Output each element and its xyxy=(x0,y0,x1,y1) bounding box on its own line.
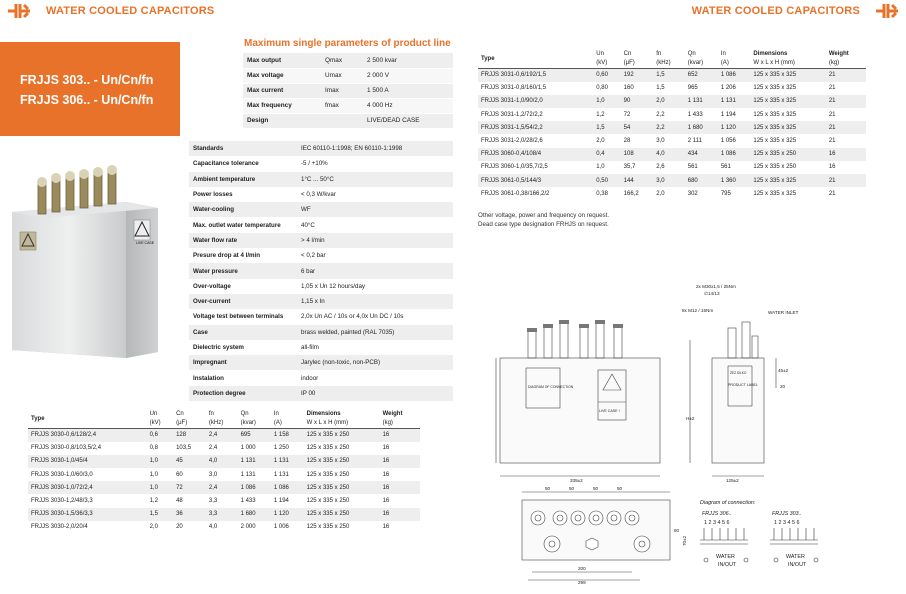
spec-value: 6 bar xyxy=(297,263,453,278)
spec-value: 1°C ... 50°C xyxy=(297,172,453,187)
spec-label: Voltage test between terminals xyxy=(189,309,297,324)
table-row xyxy=(243,113,453,128)
table-cell: 103,5 xyxy=(173,442,206,455)
spec-value: IP 00 xyxy=(297,386,453,401)
svg-text:20: 20 xyxy=(780,384,786,389)
spec-label: Impregnant xyxy=(189,355,297,370)
param-value: 2 000 V xyxy=(363,68,453,83)
param-value: 1 500 A xyxy=(363,83,453,98)
table-cell: 1 086 xyxy=(271,481,304,494)
col-header-qn: Qn (kvar) xyxy=(240,411,256,426)
table-cell: 16 xyxy=(380,494,420,507)
svg-text:LIVE CASE !: LIVE CASE ! xyxy=(599,409,620,413)
table-cell: 2,4 xyxy=(206,442,238,455)
table-row xyxy=(28,455,420,468)
param-label: Design xyxy=(243,113,321,128)
spec-label: Over-voltage xyxy=(189,279,297,294)
table-cell: 72 xyxy=(621,108,654,121)
table-cell: 125 x 335 x 250 xyxy=(750,148,825,161)
table-cell: 1,5 xyxy=(653,69,685,82)
table-cell: 1 433 xyxy=(238,494,271,507)
table-cell: 108 xyxy=(621,148,654,161)
table-cell: 125 x 335 x 250 xyxy=(304,508,380,521)
header-left xyxy=(6,2,214,20)
table-cell: 21 xyxy=(826,69,866,82)
param-label: Max voltage xyxy=(243,68,321,83)
table-cell: 192 xyxy=(621,69,654,82)
table-cell: 2 000 xyxy=(238,521,271,534)
table-cell: 4,0 xyxy=(206,455,238,468)
table-cell: 1 206 xyxy=(718,82,751,95)
table-cell: 1 000 xyxy=(238,442,271,455)
spec-table xyxy=(189,141,453,401)
svg-text:FRJJS 303..: FRJJS 303.. xyxy=(772,511,802,517)
svg-text:WATER: WATER xyxy=(716,554,735,560)
note-other-voltage: Other voltage, power and frequency on request. xyxy=(478,212,610,219)
table-cell: 2,6 xyxy=(653,161,685,174)
spec-label: Water-cooling xyxy=(189,202,297,217)
svg-text:PRODUCT LABEL: PRODUCT LABEL xyxy=(728,383,758,387)
table-cell: 1,5 xyxy=(147,508,174,521)
table-row xyxy=(478,161,866,174)
spec-label: Case xyxy=(189,325,297,340)
table-cell: 21 xyxy=(826,134,866,147)
series-line-303: FRJJS 303.. - Un/Cn/fn xyxy=(20,73,154,87)
table-cell: 4,0 xyxy=(653,148,685,161)
table-row xyxy=(189,370,453,385)
table-cell: 48 xyxy=(173,494,206,507)
table-cell: 1 120 xyxy=(271,508,304,521)
table-cell: 1 158 xyxy=(271,429,304,442)
table-cell: 1 680 xyxy=(238,508,271,521)
header-title-right: WATER COOLED CAPACITORS xyxy=(691,5,860,17)
table-cell: FRJJS 3060-0,4/108/4 xyxy=(478,148,593,161)
table-cell: FRJJS 3060-1,0/35,7/2,5 xyxy=(478,161,593,174)
spec-label: Standards xyxy=(189,141,297,156)
table-cell: 2,0 xyxy=(653,95,685,108)
param-label: Max output xyxy=(243,53,321,68)
table-cell: 1,2 xyxy=(593,108,620,121)
capacitor-logo-icon xyxy=(6,2,32,20)
table-row xyxy=(189,217,453,232)
svg-text:45±2: 45±2 xyxy=(778,368,789,373)
table-cell: 125 x 335 x 250 xyxy=(750,161,825,174)
svg-text:60: 60 xyxy=(674,528,680,533)
table-cell: FRJJS 3031-1,0/90/2,0 xyxy=(478,95,593,108)
table-cell: 28 xyxy=(621,134,654,147)
table-cell: FRJJS 3031-0,6/192/1,5 xyxy=(478,69,593,82)
spec-value: indoor xyxy=(297,370,453,385)
table-cell: 16 xyxy=(380,468,420,481)
col-header-dimensions: Dimensions W x L x H (mm) xyxy=(306,411,349,426)
spec-value: 40°C xyxy=(297,217,453,232)
col-header-type: Type xyxy=(481,55,495,62)
table-row xyxy=(478,82,866,95)
table-cell: 125 x 335 x 325 xyxy=(750,82,825,95)
svg-text:ZEZ SILKO: ZEZ SILKO xyxy=(730,371,747,375)
table-cell: 21 xyxy=(826,108,866,121)
table-cell: 1 194 xyxy=(718,108,751,121)
capacitor-logo-icon xyxy=(874,2,900,20)
spec-label: Capacitance tolerance xyxy=(189,156,297,171)
table-cell: 36 xyxy=(173,508,206,521)
table-cell: 1 056 xyxy=(718,134,751,147)
table-cell: FRJJS 3030-0,8/103,5/2,4 xyxy=(28,442,147,455)
svg-text:50: 50 xyxy=(617,486,623,491)
table-cell: 125 x 335 x 325 xyxy=(750,187,825,200)
table-cell: 16 xyxy=(826,161,866,174)
svg-text:50: 50 xyxy=(593,486,599,491)
table-cell: 0,50 xyxy=(593,174,620,187)
table-row xyxy=(243,53,453,68)
table-cell: 3,0 xyxy=(653,134,685,147)
table-cell: 3,0 xyxy=(206,468,238,481)
table-cell: 35,7 xyxy=(621,161,654,174)
svg-text:∅14/13: ∅14/13 xyxy=(704,291,720,296)
param-symbol: fmax xyxy=(321,98,363,113)
col-header-fn: fn (kHz) xyxy=(656,51,671,66)
table-cell: 1 250 xyxy=(271,442,304,455)
spec-label: Presure drop at 4 l/min xyxy=(189,248,297,263)
table-cell: 16 xyxy=(380,429,420,442)
table-cell: FRJJS 3030-0,6/128/2,4 xyxy=(28,429,147,442)
table-row xyxy=(189,279,453,294)
svg-text:8x M12 / 15Nm: 8x M12 / 15Nm xyxy=(682,308,714,313)
table-cell: 795 xyxy=(718,187,751,200)
table-cell: 21 xyxy=(826,174,866,187)
spec-label: Water flow rate xyxy=(189,233,297,248)
param-symbol: Umax xyxy=(321,68,363,83)
table-row xyxy=(189,248,453,263)
table-cell: FRJJS 3061-0,5/144/3 xyxy=(478,174,593,187)
table-cell: 21 xyxy=(826,82,866,95)
table-cell: 60 xyxy=(173,468,206,481)
svg-text:WATER: WATER xyxy=(786,554,805,560)
table-cell: FRJJS 3030-2,0/20/4 xyxy=(28,521,147,534)
table-row xyxy=(189,187,453,202)
table-cell: 434 xyxy=(685,148,718,161)
technical-drawing xyxy=(490,280,900,586)
table-cell: 561 xyxy=(685,161,718,174)
table-row xyxy=(28,521,420,534)
header-title-left: WATER COOLED CAPACITORS xyxy=(46,5,215,17)
table-row xyxy=(28,429,420,442)
param-symbol: Qmax xyxy=(321,53,363,68)
table-row xyxy=(478,148,866,161)
table-cell: 0,38 xyxy=(593,187,620,200)
table-cell: 1 433 xyxy=(685,108,718,121)
table-row xyxy=(189,141,453,156)
table-cell: 54 xyxy=(621,121,654,134)
spec-value: Jarylec (non-toxic, non-PCB) xyxy=(297,355,453,370)
table-cell: FRJJS 3031-0,8/160/1,5 xyxy=(478,82,593,95)
table-cell: 72 xyxy=(173,481,206,494)
spec-value: 1,05 x Un 12 hours/day xyxy=(297,279,453,294)
table-row xyxy=(189,340,453,355)
table-cell: 125 x 335 x 250 xyxy=(304,494,380,507)
table-row xyxy=(28,508,420,521)
param-symbol: Imax xyxy=(321,83,363,98)
table-cell: 20 xyxy=(173,521,206,534)
header-right xyxy=(692,2,900,20)
table-cell: FRJJS 3030-1,5/36/3,3 xyxy=(28,508,147,521)
table-row xyxy=(189,172,453,187)
table-cell: 1 131 xyxy=(271,468,304,481)
table-row xyxy=(478,187,866,200)
svg-text:IN/OUT: IN/OUT xyxy=(788,562,807,568)
table-cell: 1 131 xyxy=(718,95,751,108)
table-cell: FRJJS 3061-0,38/166,2/2 xyxy=(478,187,593,200)
table-row xyxy=(189,294,453,309)
table-cell: 3,3 xyxy=(206,494,238,507)
table-cell: 1 006 xyxy=(271,521,304,534)
table-cell: FRJJS 3030-1,0/72/2,4 xyxy=(28,481,147,494)
spec-label: Over-current xyxy=(189,294,297,309)
spec-value: all-film xyxy=(297,340,453,355)
table-cell: 2,4 xyxy=(206,481,238,494)
spec-label: Max. outlet water temperature xyxy=(189,217,297,232)
table-cell: 1 131 xyxy=(238,468,271,481)
table-cell: 1,0 xyxy=(147,481,174,494)
table-row xyxy=(28,442,420,455)
table-cell: 1,0 xyxy=(147,455,174,468)
table-row xyxy=(478,174,866,187)
table-cell: 0,4 xyxy=(593,148,620,161)
table-cell: 16 xyxy=(380,481,420,494)
table-cell: 166,2 xyxy=(621,187,654,200)
table-row xyxy=(243,83,453,98)
table-row xyxy=(478,95,866,108)
table-row xyxy=(28,468,420,481)
table-cell: 1 086 xyxy=(238,481,271,494)
table-cell: 965 xyxy=(685,82,718,95)
table-cell: 1 086 xyxy=(718,148,751,161)
svg-text:DIAGRAM OF CONNECTION: DIAGRAM OF CONNECTION xyxy=(528,385,574,389)
table-cell: 1 120 xyxy=(718,121,751,134)
table-cell: 1 680 xyxy=(685,121,718,134)
table-cell: 16 xyxy=(380,521,420,534)
col-header-qn: Qn (kvar) xyxy=(687,51,704,66)
table-cell: 0,6 xyxy=(147,429,174,442)
spec-value: IEC 60110-1:1998; EN 60110-1:1998 xyxy=(297,141,453,156)
svg-text:1 2 3 4 5 6: 1 2 3 4 5 6 xyxy=(774,520,800,526)
table-cell: 125 x 335 x 250 xyxy=(304,481,380,494)
table-cell: 0,80 xyxy=(593,82,620,95)
table-cell: 125 x 335 x 250 xyxy=(304,442,380,455)
table-row xyxy=(189,325,453,340)
svg-text:200: 200 xyxy=(578,566,586,571)
table-cell: 21 xyxy=(826,95,866,108)
col-header-cn: Cn (μF) xyxy=(176,411,188,426)
svg-text:FRJJS 306..: FRJJS 306.. xyxy=(702,511,732,517)
table-row xyxy=(189,355,453,370)
spec-label: Protection degree xyxy=(189,386,297,401)
capacitor-photo xyxy=(8,160,166,360)
param-value: 2 500 kvar xyxy=(363,53,453,68)
table-cell: 302 xyxy=(685,187,718,200)
series-block xyxy=(0,42,180,136)
table-cell: 16 xyxy=(380,508,420,521)
spec-value: < 0,3 W/kvar xyxy=(297,187,453,202)
col-header-type: Type xyxy=(31,415,45,422)
table-cell: 125 x 335 x 325 xyxy=(750,134,825,147)
table-cell: 125 x 335 x 250 xyxy=(304,429,380,442)
col-header-un: Un (kV) xyxy=(149,411,161,426)
svg-text:50: 50 xyxy=(545,486,551,491)
table-cell: FRJJS 3031-1,5/54/2,2 xyxy=(478,121,593,134)
table-cell: 90 xyxy=(621,95,654,108)
table-cell: 125 x 335 x 325 xyxy=(750,69,825,82)
table-cell: 128 xyxy=(173,429,206,442)
table-cell: 0,60 xyxy=(593,69,620,82)
svg-text:299: 299 xyxy=(578,580,586,585)
col-header-un: Un (kV) xyxy=(596,51,608,66)
table-cell: 695 xyxy=(238,429,271,442)
svg-text:LIVE CASE: LIVE CASE xyxy=(136,241,155,245)
svg-text:50: 50 xyxy=(569,486,575,491)
spec-label: Power losses xyxy=(189,187,297,202)
table-cell: 1,5 xyxy=(593,121,620,134)
table-row xyxy=(478,134,866,147)
spec-label: Instalation xyxy=(189,370,297,385)
table-row xyxy=(189,263,453,278)
spec-label: Dielectric system xyxy=(189,340,297,355)
table-row xyxy=(478,69,866,82)
col-header-in: In (A) xyxy=(720,51,729,66)
table-row xyxy=(243,68,453,83)
svg-text:70±2: 70±2 xyxy=(682,535,687,546)
table-cell: 3,0 xyxy=(653,174,685,187)
spec-value: > 4 l/min xyxy=(297,233,453,248)
table-cell: 3,3 xyxy=(206,508,238,521)
max-params-title: Maximum single parameters of product line xyxy=(244,38,451,49)
table-cell: 4,0 xyxy=(206,521,238,534)
note-dead-case: Dead case type designation FRHJS on request. xyxy=(478,221,609,228)
spec-value: WF xyxy=(297,202,453,217)
table-row xyxy=(243,98,453,113)
table-cell: 125 x 335 x 250 xyxy=(304,455,380,468)
svg-text:Diagram of connection:: Diagram of connection: xyxy=(700,500,756,506)
table-cell: 16 xyxy=(380,442,420,455)
table-cell: 125 x 335 x 250 xyxy=(304,521,380,534)
table-row xyxy=(189,202,453,217)
svg-text:IN/OUT: IN/OUT xyxy=(718,562,737,568)
table-cell: 1,0 xyxy=(147,468,174,481)
col-header-fn: fn (kHz) xyxy=(208,411,224,426)
table-cell: 125 x 335 x 325 xyxy=(750,174,825,187)
spec-value: brass welded, painted (RAL 7035) xyxy=(297,325,453,340)
svg-text:WATER INLET: WATER INLET xyxy=(768,310,799,315)
product-table-3031-3061 xyxy=(478,50,866,200)
table-cell: 1 086 xyxy=(718,69,751,82)
table-cell: 144 xyxy=(621,174,654,187)
table-cell: 2,2 xyxy=(653,108,685,121)
series-line-306: FRJJS 306.. - Un/Cn/fn xyxy=(20,93,154,107)
param-value: LIVE/DEAD CASE xyxy=(363,113,453,128)
col-header-in: In (A) xyxy=(273,411,282,426)
product-table-3030 xyxy=(28,410,420,534)
max-params-table xyxy=(243,53,453,129)
table-row xyxy=(28,494,420,507)
spec-value: -5 / +10% xyxy=(297,156,453,171)
param-label: Max frequency xyxy=(243,98,321,113)
table-cell: 2,4 xyxy=(206,429,238,442)
spec-label: Ambient temperature xyxy=(189,172,297,187)
table-cell: FRJJS 3030-1,2/48/3,3 xyxy=(28,494,147,507)
table-row xyxy=(478,108,866,121)
table-cell: FRJJS 3031-1,2/72/2,2 xyxy=(478,108,593,121)
table-cell: 160 xyxy=(621,82,654,95)
table-cell: 21 xyxy=(826,187,866,200)
table-cell: 1 131 xyxy=(685,95,718,108)
col-header-dimensions: Dimensions W x L x H (mm) xyxy=(753,51,795,66)
table-cell: 21 xyxy=(826,121,866,134)
spec-value: 2,0x Un AC / 10s or 4,0x Un DC / 10s xyxy=(297,309,453,324)
table-cell: FRJJS 3030-1,0/60/3,0 xyxy=(28,468,147,481)
table-cell: FRJJS 3031-2,0/28/2,6 xyxy=(478,134,593,147)
table-cell: 2,0 xyxy=(653,187,685,200)
table-cell: 1 131 xyxy=(271,455,304,468)
table-cell: 1,0 xyxy=(593,161,620,174)
table-cell: 1 194 xyxy=(271,494,304,507)
table-cell: 1 131 xyxy=(238,455,271,468)
svg-text:1 2 3 4 5 6: 1 2 3 4 5 6 xyxy=(704,520,730,526)
svg-text:125±2: 125±2 xyxy=(726,478,739,483)
table-cell: 45 xyxy=(173,455,206,468)
table-cell: 2 111 xyxy=(685,134,718,147)
spec-label: Water pressure xyxy=(189,263,297,278)
table-cell: 1,2 xyxy=(147,494,174,507)
table-cell: 2,0 xyxy=(147,521,174,534)
table-cell: 2,0 xyxy=(593,134,620,147)
table-cell: 561 xyxy=(718,161,751,174)
table-row xyxy=(189,156,453,171)
table-cell: 125 x 335 x 325 xyxy=(750,95,825,108)
table-cell: 0,8 xyxy=(147,442,174,455)
param-label: Max current xyxy=(243,83,321,98)
table-cell: 1,5 xyxy=(653,82,685,95)
table-cell: 125 x 335 x 325 xyxy=(750,108,825,121)
table-row xyxy=(189,386,453,401)
spec-value: 1,15 x In xyxy=(297,294,453,309)
table-cell: 1,0 xyxy=(593,95,620,108)
table-cell: 16 xyxy=(826,148,866,161)
svg-text:H±2: H±2 xyxy=(686,416,695,421)
table-cell: FRJJS 3030-1,0/45/4 xyxy=(28,455,147,468)
param-symbol xyxy=(321,113,363,128)
spec-value: < 0,2 bar xyxy=(297,248,453,263)
table-row xyxy=(189,233,453,248)
table-cell: 1 360 xyxy=(718,174,751,187)
param-value: 4 000 Hz xyxy=(363,98,453,113)
table-cell: 16 xyxy=(380,455,420,468)
table-row xyxy=(478,121,866,134)
table-cell: 680 xyxy=(685,174,718,187)
table-row xyxy=(28,481,420,494)
col-header-weight: Weight (kg) xyxy=(828,51,849,66)
svg-text:2x M30x1,5 / 25Nm: 2x M30x1,5 / 25Nm xyxy=(696,284,736,289)
svg-text:335±2: 335±2 xyxy=(570,478,583,483)
table-cell: 125 x 335 x 250 xyxy=(304,468,380,481)
col-header-weight: Weight (kg) xyxy=(382,411,403,426)
col-header-cn: Cn (μF) xyxy=(623,51,635,66)
table-cell: 125 x 335 x 325 xyxy=(750,121,825,134)
table-cell: 652 xyxy=(685,69,718,82)
table-cell: 2,2 xyxy=(653,121,685,134)
table-row xyxy=(189,309,453,324)
